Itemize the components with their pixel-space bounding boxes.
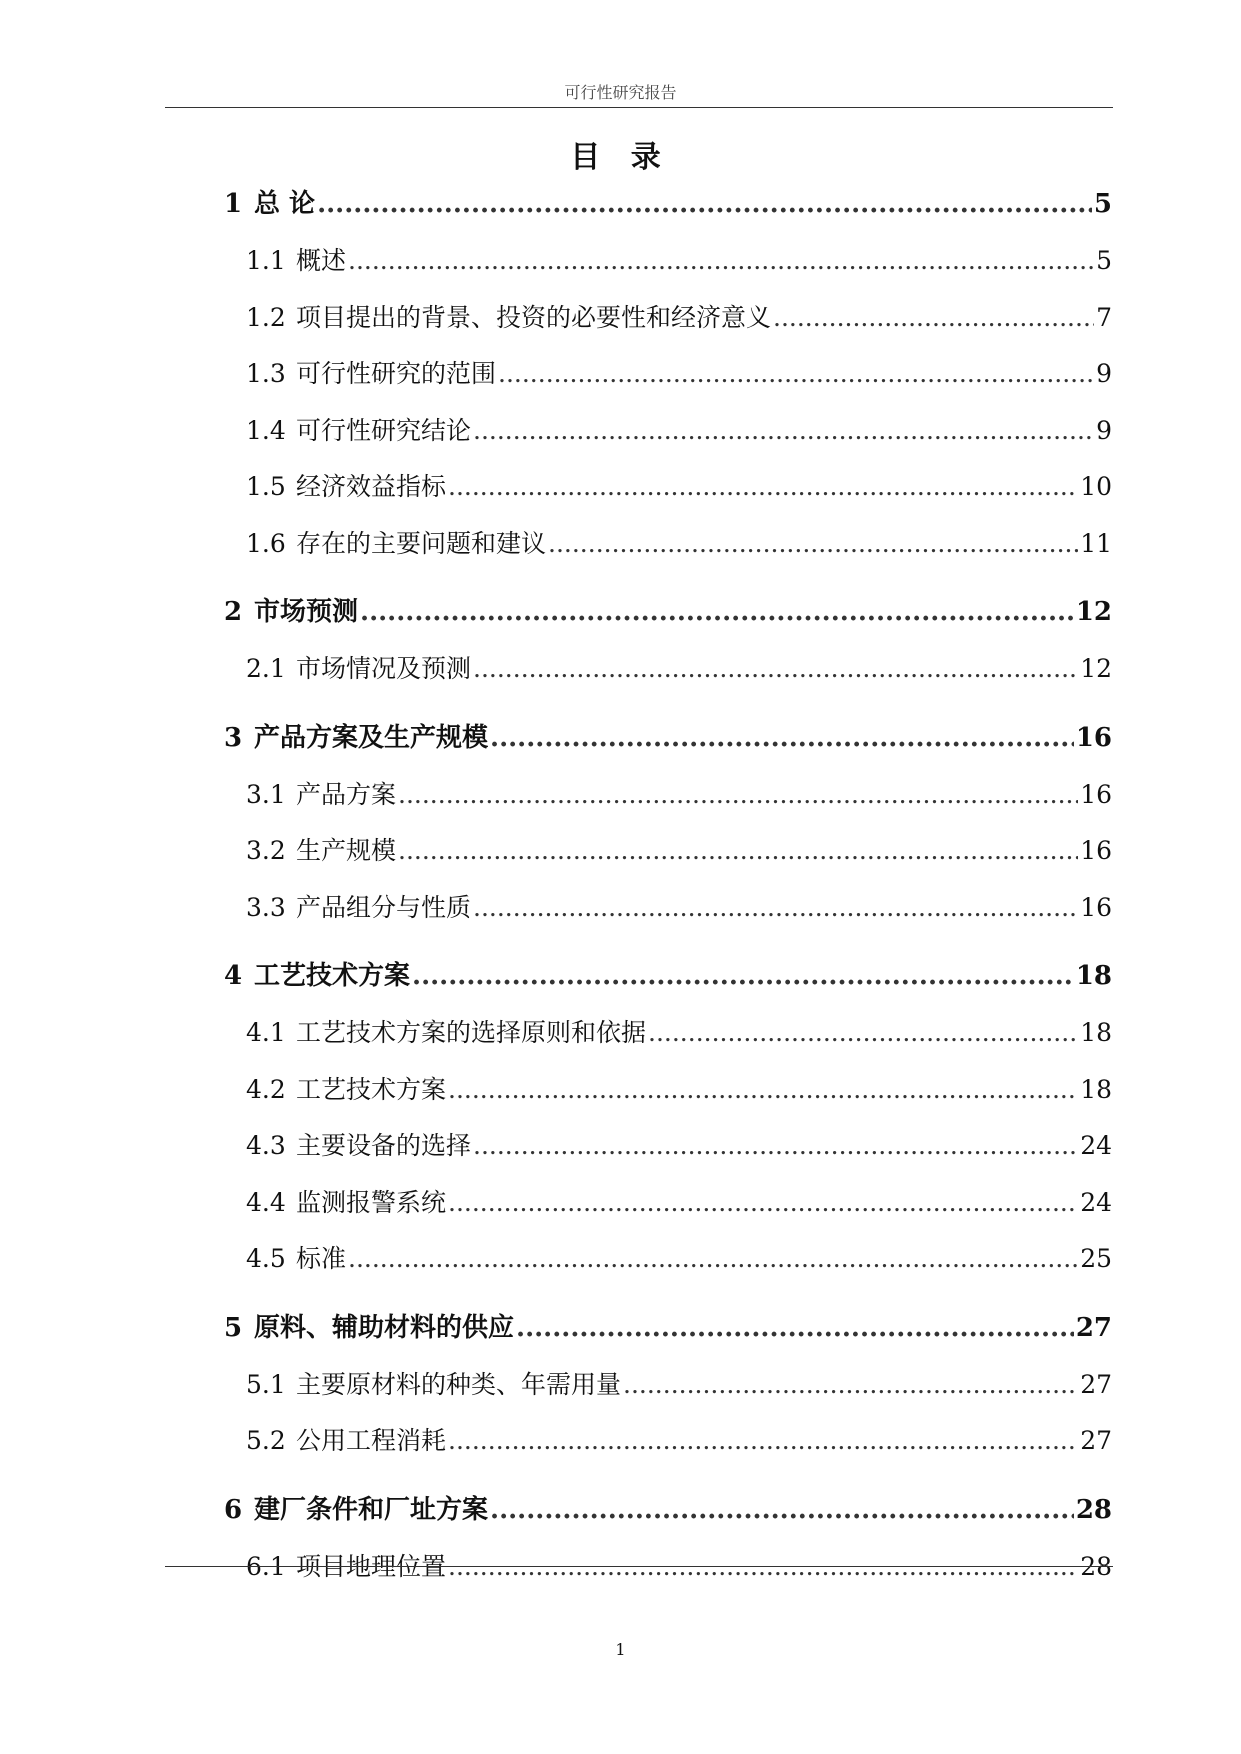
section-page: 9 — [1096, 359, 1112, 388]
section-title: 市场情况及预测 — [296, 654, 472, 683]
chapter-title: 总 论 — [254, 189, 316, 219]
page-number: 1 — [615, 1640, 626, 1659]
section-page: 11 — [1080, 528, 1112, 558]
section-page: 25 — [1080, 1244, 1112, 1273]
toc-section[interactable] — [224, 1357, 1112, 1414]
section-number: 3.3 — [246, 892, 286, 922]
toc-chapter[interactable] — [224, 1482, 1112, 1539]
section-title: 工艺技术方案的选择原则和依据 — [296, 1018, 647, 1047]
toc-section[interactable] — [224, 459, 1112, 516]
toc-section[interactable] — [224, 1118, 1112, 1175]
toc-section[interactable] — [224, 641, 1112, 698]
toc-chapter[interactable] — [224, 176, 1112, 233]
dot-leader — [360, 584, 1074, 641]
section-number: 1.1 — [246, 246, 286, 275]
dot-leader — [773, 290, 1094, 347]
section-title: 可行性研究的范围 — [296, 359, 497, 388]
section-title: 概述 — [296, 246, 347, 275]
section-title: 生产规模 — [296, 836, 397, 865]
section-title: 项目提出的背景、投资的必要性和经济意义 — [296, 302, 772, 332]
chapter-page: 27 — [1075, 1312, 1112, 1343]
chapter-number: 5 — [224, 1312, 243, 1343]
toc-chapter[interactable] — [224, 710, 1112, 767]
section-title: 标准 — [296, 1244, 347, 1273]
dot-leader — [448, 459, 1078, 516]
dot-leader — [490, 1482, 1074, 1539]
section-page: 16 — [1080, 836, 1112, 865]
section-title: 工艺技术方案 — [296, 1074, 447, 1104]
toc-chapter[interactable] — [224, 584, 1112, 641]
section-page: 18 — [1080, 1018, 1112, 1047]
toc-section[interactable] — [224, 233, 1112, 290]
dot-leader — [516, 1300, 1074, 1357]
section-page: 12 — [1080, 654, 1112, 683]
chapter-number: 6 — [224, 1494, 243, 1525]
chapter-page: 28 — [1075, 1494, 1112, 1525]
section-title: 主要原材料的种类、年需用量 — [296, 1369, 622, 1399]
toc-section[interactable] — [224, 1231, 1112, 1288]
dot-leader — [490, 710, 1074, 767]
dot-leader — [623, 1357, 1078, 1414]
section-page: 27 — [1080, 1426, 1112, 1455]
toc-section[interactable] — [224, 516, 1112, 573]
section-number: 6.1 — [246, 1551, 286, 1581]
table-of-contents — [224, 176, 1112, 1595]
section-number: 1.3 — [246, 359, 286, 388]
toc-section[interactable] — [224, 290, 1112, 347]
section-title: 产品方案 — [296, 779, 397, 809]
section-number: 4.3 — [246, 1131, 286, 1160]
section-page: 5 — [1096, 246, 1112, 275]
section-page: 27 — [1080, 1369, 1112, 1399]
section-title: 存在的主要问题和建议 — [296, 528, 547, 558]
section-number: 1.4 — [246, 415, 286, 445]
dot-leader — [448, 1413, 1078, 1470]
running-header: 可行性研究报告 — [564, 83, 677, 102]
section-title: 监测报警系统 — [296, 1187, 447, 1217]
dot-leader — [498, 346, 1094, 403]
dot-leader — [473, 641, 1078, 698]
section-number: 1.2 — [246, 302, 286, 332]
chapter-title: 建厂条件和厂址方案 — [254, 1494, 489, 1525]
chapter-title: 产品方案及生产规模 — [254, 722, 489, 753]
dot-leader — [398, 823, 1078, 880]
section-page: 7 — [1096, 302, 1112, 332]
dot-leader — [448, 1062, 1078, 1119]
chapter-page: 12 — [1075, 597, 1112, 627]
dot-leader — [648, 1005, 1078, 1062]
toc-section[interactable] — [224, 346, 1112, 403]
chapter-title: 原料、辅助材料的供应 — [254, 1312, 515, 1343]
section-number: 3.2 — [246, 836, 286, 865]
section-page: 10 — [1080, 472, 1112, 501]
dot-leader — [473, 880, 1078, 937]
chapter-page: 18 — [1075, 961, 1112, 991]
section-page: 24 — [1080, 1187, 1112, 1217]
section-number: 5.1 — [246, 1369, 286, 1399]
chapter-title: 市场预测 — [254, 597, 359, 627]
chapter-title: 工艺技术方案 — [254, 961, 411, 991]
section-title: 项目地理位置 — [296, 1551, 447, 1581]
chapter-number: 3 — [224, 722, 243, 753]
toc-section[interactable] — [224, 1413, 1112, 1470]
dot-leader — [548, 516, 1078, 573]
dot-leader — [473, 1118, 1078, 1175]
section-title: 主要设备的选择 — [296, 1131, 472, 1160]
footer-rule — [165, 1566, 1113, 1567]
dot-leader — [448, 1175, 1078, 1232]
toc-section[interactable] — [224, 823, 1112, 880]
toc-section[interactable] — [224, 767, 1112, 824]
section-title: 产品组分与性质 — [296, 892, 472, 922]
section-title: 经济效益指标 — [296, 472, 447, 501]
section-number: 1.5 — [246, 472, 286, 501]
section-page: 24 — [1080, 1131, 1112, 1160]
dot-leader — [317, 176, 1092, 233]
section-number: 4.5 — [246, 1244, 286, 1273]
chapter-number: 2 — [224, 597, 243, 627]
chapter-number: 4 — [224, 961, 243, 991]
dot-leader — [473, 403, 1094, 460]
section-number: 2.1 — [246, 654, 286, 683]
toc-title: 目 录 — [570, 140, 671, 175]
chapter-page: 5 — [1093, 189, 1112, 219]
chapter-page: 16 — [1075, 722, 1112, 753]
header-rule — [165, 107, 1113, 108]
section-page: 9 — [1096, 415, 1112, 445]
dot-leader — [398, 767, 1078, 824]
section-number: 3.1 — [246, 779, 286, 809]
section-number: 4.2 — [246, 1074, 286, 1104]
section-number: 4.4 — [246, 1187, 286, 1217]
section-number: 4.1 — [246, 1018, 286, 1047]
section-page: 16 — [1080, 779, 1112, 809]
section-page: 18 — [1080, 1074, 1112, 1104]
section-title: 公用工程消耗 — [296, 1426, 447, 1455]
section-title: 可行性研究结论 — [296, 415, 472, 445]
section-number: 5.2 — [246, 1426, 286, 1455]
toc-section[interactable] — [224, 1062, 1112, 1119]
dot-leader — [348, 1231, 1078, 1288]
toc-section[interactable] — [224, 880, 1112, 937]
toc-section[interactable] — [224, 403, 1112, 460]
dot-leader — [348, 233, 1094, 290]
toc-section[interactable] — [224, 1175, 1112, 1232]
section-number: 1.6 — [246, 528, 286, 558]
toc-chapter[interactable] — [224, 948, 1112, 1005]
section-page: 16 — [1080, 892, 1112, 922]
chapter-number: 1 — [224, 189, 243, 219]
toc-chapter[interactable] — [224, 1300, 1112, 1357]
toc-section[interactable] — [224, 1005, 1112, 1062]
dot-leader — [412, 948, 1074, 1005]
section-page: 28 — [1080, 1551, 1112, 1581]
